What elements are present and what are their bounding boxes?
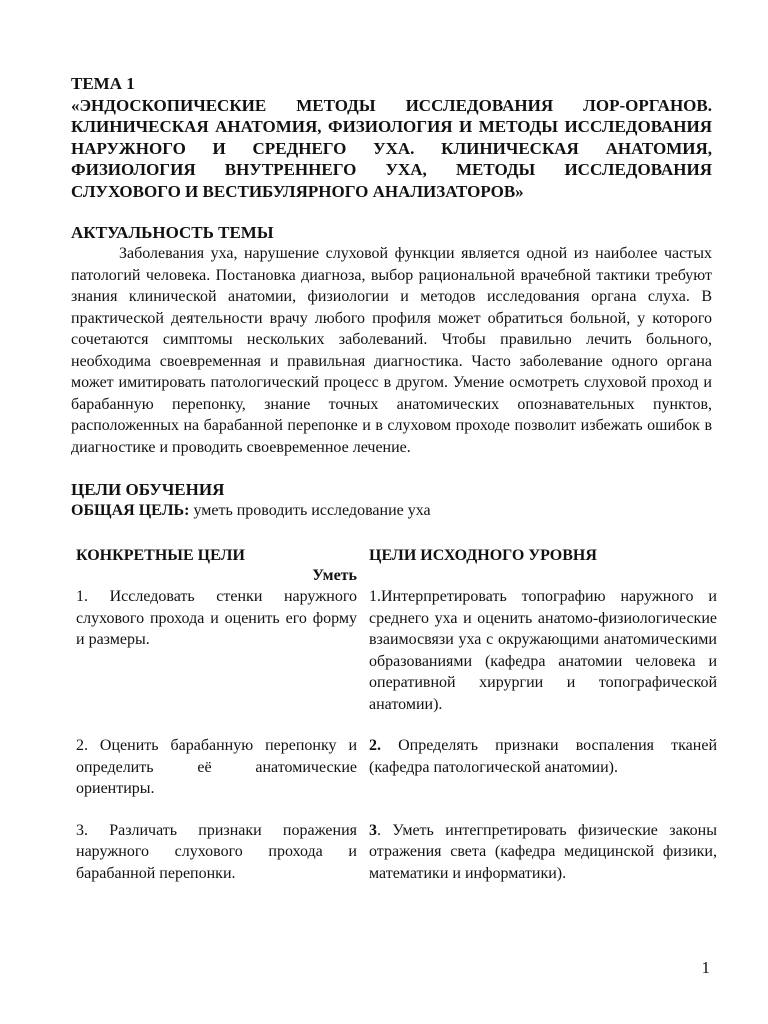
initial-goal-3-number: 3 (369, 821, 377, 839)
col-initial-header: ЦЕЛИ ИСХОДНОГО УРОВНЯ (369, 547, 597, 564)
umet-empty-cell (363, 566, 717, 586)
topic-title: «ЭНДОСКОПИЧЕСКИЕ МЕТОДЫ ИССЛЕДОВАНИЯ ЛОР-ОРГАНОВ. КЛИНИЧЕСКАЯ АНАТОМИЯ, ФИЗИОЛОГИЯ И МЕТОДЫ ИССЛЕДОВАНИЯ НАРУЖНОГО И СРЕДНЕГО УХА. КЛИНИЧЕСКАЯ АНАТОМИЯ, ФИЗИОЛОГИЯ ВНУТРЕННЕГО УХА, МЕТОДЫ ИССЛЕДОВАНИЯ СЛУХОВОГО И ВЕСТИБУЛЯРНОГО АНАЛИЗАТОРОВ» (71, 95, 712, 201)
topic-number: ТЕМА 1 (71, 74, 135, 93)
row-spacer (76, 800, 717, 820)
initial-goal-2-number: 2. (369, 737, 381, 754)
specific-goal-3: 3. Различать признаки поражения наружного слухового прохода и барабанной перепонки. (76, 821, 357, 882)
row-spacer (76, 715, 717, 735)
page-number: 1 (701, 958, 710, 977)
table-row (76, 586, 717, 715)
initial-goal-1: 1.Интерпретировать топографию наружного и среднего уха и оценить анатомо-физиологические взаимосвязи уха с окружающими анатомическими образованиями (кафедра анатомии человека и оперативной хирургии и топографической анатомии). (369, 588, 717, 713)
general-goal-text: уметь проводить исследование уха (189, 502, 431, 519)
document-page (71, 73, 717, 884)
col-specific-header: КОНКРЕТНЫЕ ЦЕЛИ (76, 547, 245, 564)
umet-label: Уметь (312, 567, 357, 584)
initial-goal-2-text: Определять признаки воспаления тканей (кафедра патологической анатомии). (369, 737, 717, 776)
relevance-title: АКТУАЛЬНОСТЬ ТЕМЫ (71, 223, 274, 242)
relevance-paragraph: Заболевания уха, нарушение слуховой функции является одной из наиболее частых патологий человека. Постановка диагноза, выбор рациональной врачебной тактики требуют знания клинической анатомии, физиологии и методов исследования органа слуха. В практической деятельности врачу любого профиля может обратиться больной, у которого сочетаются симптомы нескольких заболеваний. Чтобы правильно лечить больного, необходима своевременная и правильная диагностика. Часто заболевание одного органа может имитировать патологический процесс в другом. Умение осмотреть слуховой проход и барабанную перепонку, знание точных анатомических опознавательных пунктов, расположенных на барабанной перепонке и в слуховом проходе позволит избежать ошибок в диагностике и проводить своевременное лечение. (71, 245, 712, 456)
initial-goal-3 (363, 820, 717, 885)
goals-title: ЦЕЛИ ОБУЧЕНИЯ (71, 480, 225, 499)
table-row (76, 820, 717, 885)
goals-header-row (76, 545, 717, 566)
initial-goal-2 (363, 735, 717, 800)
umet-row (76, 566, 717, 586)
table-row (76, 735, 717, 800)
specific-goal-2: 2. Оценить барабанную перепонку и определить её анатомические ориентиры. (76, 737, 357, 797)
goals-table (76, 545, 717, 884)
specific-goal-1: 1. Исследовать стенки наружного слухового прохода и оценить его форму и размеры. (76, 588, 357, 648)
general-goal (71, 500, 712, 521)
initial-goal-3-text: . Уметь интегпретировать физические законы отражения света (кафедра медицинской физики, математики и информатики). (369, 821, 717, 882)
general-goal-label: ОБЩАЯ ЦЕЛЬ: (71, 502, 190, 519)
topic-heading (71, 73, 712, 202)
